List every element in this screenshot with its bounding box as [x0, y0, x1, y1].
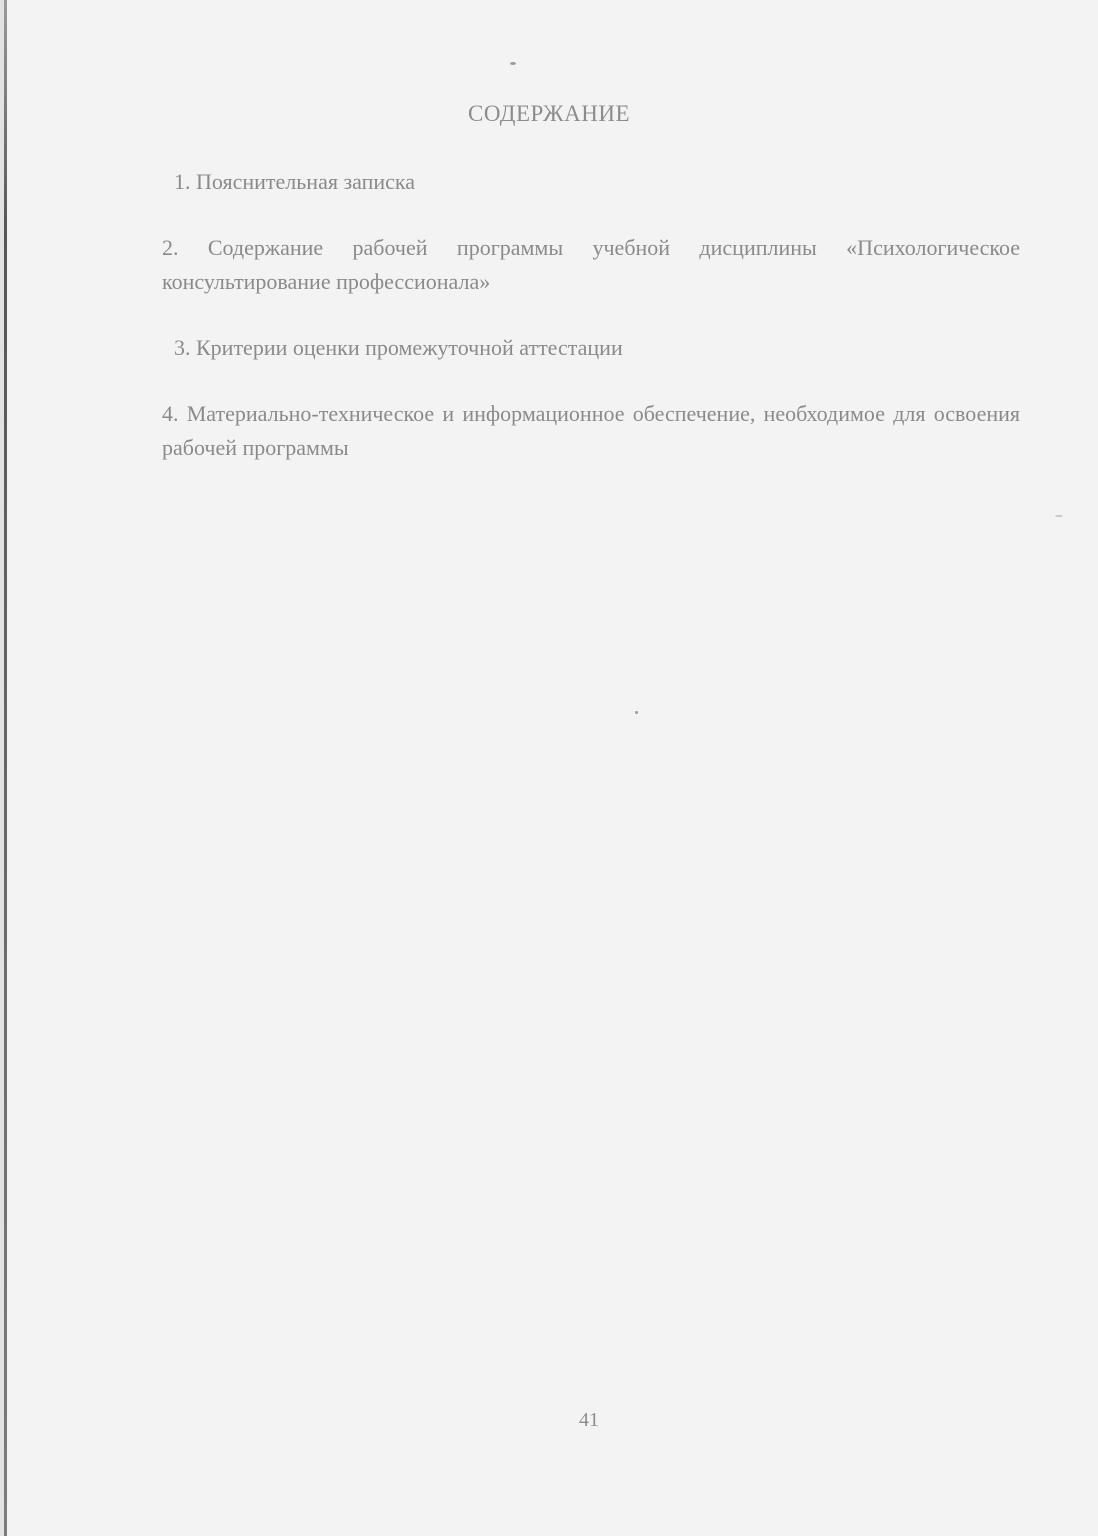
scan-speck	[510, 62, 516, 65]
page-title: СОДЕРЖАНИЕ	[467, 101, 630, 126]
scan-speck	[1055, 515, 1063, 517]
toc-item-2: 2. Содержание рабочей программы учебной дисциплины «Психологическое консультирование профессионала»	[162, 235, 1020, 294]
table-of-contents	[162, 165, 1020, 497]
binding-edge	[4, 0, 7, 1536]
toc-item-3: 3. Критерии оценки промежуточной аттестации	[174, 335, 623, 360]
toc-item-4: 4. Материально-техническое и информационное обеспечение, необходимое для освоения рабочей программы	[162, 401, 1020, 460]
scan-speck	[635, 711, 638, 714]
page-number: 41	[579, 1409, 599, 1431]
toc-item-1: 1. Пояснительная записка	[174, 169, 416, 194]
